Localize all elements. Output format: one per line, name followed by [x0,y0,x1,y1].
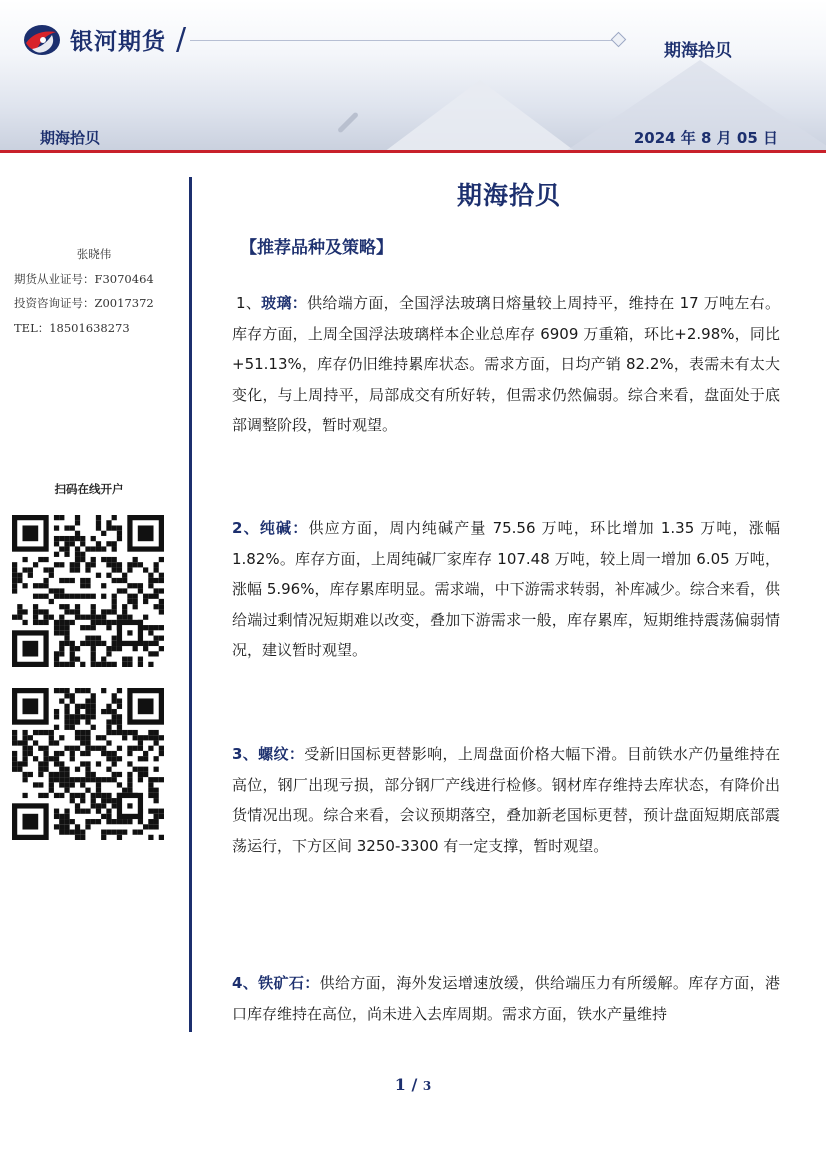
page-number [0,1075,826,1094]
item-head: 玻璃： [261,294,308,312]
invest-value: Z0017372 [94,296,154,310]
item-text: 供应方面，周内纯碱产量 75.56 万吨，环比增加 1.35 万吨，涨幅 1.82%。库存方面，上周纯碱厂家库存 107.48 万吨，较上周一增加 6.05 万吨，涨幅 5.96%，库存累库明显。需求端，中下游需求转弱，补库减少。综合来看，供给端过剩情况短期难以改变，叠加下游需求一般，库存累库，短期维持震荡偏弱情况，建议暂时观望。 [232,519,780,659]
galaxy-logo-icon [22,23,62,57]
strategy-item-glass [232,288,780,441]
page-total: 3 [422,1079,432,1093]
license-line [14,267,174,292]
header-sub-title: 期海拾贝 [40,129,101,147]
item-text: 供给方面，海外发运增速放缓，供给端压力有所缓解。库存方面，港口库存维持在高位，尚未进入去库周期。需求方面，铁水产量维持 [232,974,780,1023]
page-current: 1 [394,1075,406,1094]
analyst-name: 张晓伟 [76,247,112,261]
diamond-icon [611,32,627,48]
item-number: 4、 [232,974,259,992]
header-banner [0,0,826,152]
document-title: 期海拾贝 [456,181,561,210]
logo-slash: / [176,22,187,57]
strategy-item-iron-ore [232,968,780,1029]
section-heading: 【推荐品种及策略】 [240,238,393,258]
pen-decoration [337,112,359,134]
item-number: 3、 [232,745,259,763]
tel-line [14,316,174,341]
qr-code-icon[interactable] [12,515,164,667]
analyst-info [14,242,174,340]
header-red-rule [0,150,826,153]
item-head: 纯碱： [259,519,309,537]
header-rule [190,40,620,41]
qr-code-icon[interactable] [12,688,164,840]
item-text: 供给端方面，全国浮法玻璃日熔量较上周持平，维持在 17 万吨左右。库存方面，上周全国浮法玻璃样本企业总库存 6909 万重箱，环比+2.98%，同比+51.13%，库存仍旧维持累库状态。需求方面，日均产销 82.2%，表需未有太大变化，与上周持平，局部成交有所好转，但需求仍然偏弱。综合来看，盘面处于底部调整阶段，暂时观望。 [232,294,780,434]
item-number: 1、 [236,294,262,312]
item-number: 2、 [232,519,260,537]
license-value: F3070464 [94,271,154,286]
item-text: 受新旧国标更替影响，上周盘面价格大幅下滑。目前铁水产仍量维持在高位，钢厂出现亏损，部分钢厂产线进行检修。钢材库存维持去库状态，有降价出货情况出现。综合来看，会议预期落空，叠加新老国标更替，预计盘面短期底部震荡运行，下方区间 3250-3300 有一定支撑，暂时观望。 [232,745,780,855]
company-logo [22,22,186,57]
strategy-item-soda-ash [232,513,780,666]
tel-label: TEL： [14,320,50,335]
logo-text: 银河期货 [70,29,166,55]
report-date: 2024 年 8 月 05 日 [633,129,778,147]
tel-value: 18501638273 [49,320,130,335]
page-sep: / [405,1075,423,1094]
banner-decoration [380,80,580,152]
sidebar-divider [189,177,192,1032]
scan-label: 扫码在线开户 [54,482,124,496]
invest-line [14,291,174,316]
item-head: 铁矿石： [258,974,320,992]
invest-label: 投资咨询证号： [14,296,95,310]
header-series-title: 期海拾贝 [664,41,732,61]
license-label: 期货从业证号： [14,271,95,286]
item-head: 螺纹： [258,745,305,763]
strategy-item-rebar [232,739,780,861]
